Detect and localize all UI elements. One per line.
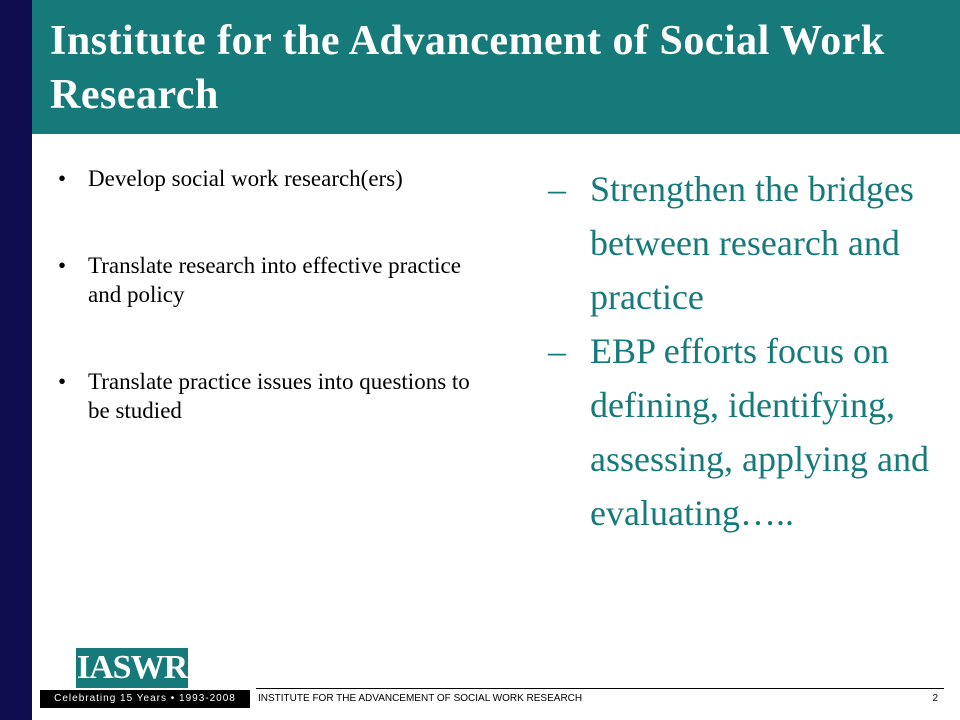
bullet-text: Translate practice issues into questions to be studied	[88, 369, 470, 423]
bullet-dot: •	[58, 166, 67, 191]
bullet-item	[56, 164, 476, 193]
dash-marker: –	[548, 331, 566, 371]
page-number: 2	[932, 693, 938, 704]
right-dash-list	[548, 162, 948, 540]
dash-item	[548, 162, 948, 324]
dash-item	[548, 324, 948, 540]
left-accent-bar	[0, 0, 32, 720]
slide-title: Institute for the Advancement of Social Work Research	[50, 18, 885, 118]
bullet-dot: •	[58, 253, 67, 278]
bullet-item	[56, 367, 476, 425]
bullet-item	[56, 251, 476, 309]
dash-text: Strengthen the bridges between research and practice	[590, 169, 914, 317]
bullet-text: Develop social work research(ers)	[88, 166, 403, 191]
logo-tagline: Celebrating 15 Years • 1993-2008	[40, 690, 250, 708]
dash-text: EBP efforts focus on defining, identifying, assessing, applying and evaluating…..	[590, 331, 929, 533]
footer-divider	[256, 688, 944, 689]
bullet-text: Translate research into effective practice and policy	[88, 253, 461, 307]
left-bullet-list	[56, 164, 476, 483]
dash-marker: –	[548, 169, 566, 209]
iaswr-logo: IASWR	[76, 649, 188, 686]
footer-org-name: INSTITUTE FOR THE ADVANCEMENT OF SOCIAL WORK RESEARCH	[258, 693, 583, 704]
bullet-dot: •	[58, 369, 67, 394]
